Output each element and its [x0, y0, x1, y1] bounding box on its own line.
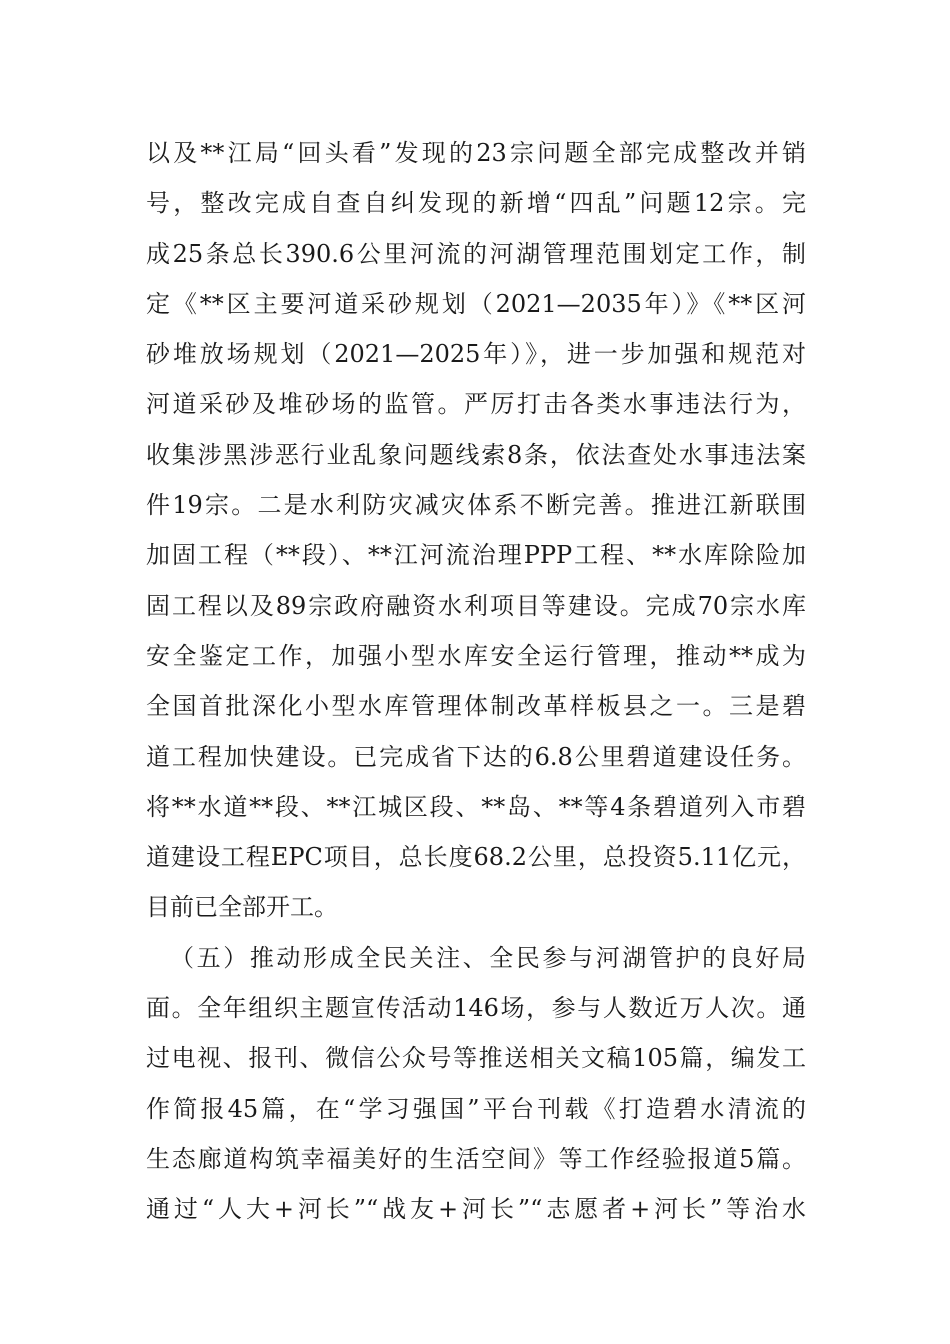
text-line: 件19宗。二是水利防灾减灾体系不断完善。推进江新联围 — [146, 491, 806, 520]
text-line: 砂堆放场规划（2021—2025年）》，进一步加强和规范对 — [146, 340, 806, 369]
text-line: 以及**江局“回头看”发现的23宗问题全部完成整改并销 — [146, 139, 806, 167]
text-line: 号，整改完成自查自纠发现的新增“四乱”问题12宗。完 — [146, 189, 806, 218]
text-line: 道工程加快建设。已完成省下达的6.8公里碧道建设任务。 — [146, 742, 806, 771]
text-line: 将**水道**段、**江城区段、**岛、**等4条碧道列入市碧 — [146, 792, 806, 821]
text-line: 通过“人大+河长”“战友+河长”“志愿者+河长”等治水 — [146, 1195, 806, 1224]
body-text — [146, 128, 806, 1235]
text-line: 河道采砂及堆砂场的监管。严厉打击各类水事违法行为， — [146, 390, 806, 419]
paragraph-end-line: 目前已全部开工。 — [146, 893, 338, 922]
text-line: 面。全年组织主题宣传活动146场，参与人数近万人次。通 — [146, 994, 806, 1023]
text-line: 全国首批深化小型水库管理体制改革样板县之一。三是碧 — [146, 692, 806, 721]
section-heading-line: （五）推动形成全民关注、全民参与河湖管护的良好局 — [170, 943, 806, 972]
text-line: 过电视、报刊、微信公众号等推送相关文稿105篇，编发工 — [146, 1044, 806, 1073]
text-line: 固工程以及89宗政府融资水利项目等建设。完成70宗水库 — [146, 591, 806, 620]
text-line: 生态廊道构筑幸福美好的生活空间》等工作经验报道5篇。 — [146, 1144, 806, 1173]
text-line: 道建设工程EPC项目，总长度68.2公里，总投资5.11亿元， — [146, 843, 806, 872]
text-line: 收集涉黑涉恶行业乱象问题线索8条，依法查处水事违法案 — [146, 440, 806, 469]
text-line: 安全鉴定工作，加强小型水库安全运行管理，推动**成为 — [146, 641, 806, 670]
text-line: 成25条总长390.6公里河流的河湖管理范围划定工作，制 — [146, 239, 806, 268]
text-line: 作简报45篇，在“学习强国”平台刊载《打造碧水清流的 — [146, 1094, 806, 1123]
text-line: 定《**区主要河道采砂规划（2021—2035年）》《**区河 — [146, 289, 806, 318]
text-line: 加固工程（**段）、**江河流治理PPP工程、**水库除险加 — [146, 541, 806, 570]
